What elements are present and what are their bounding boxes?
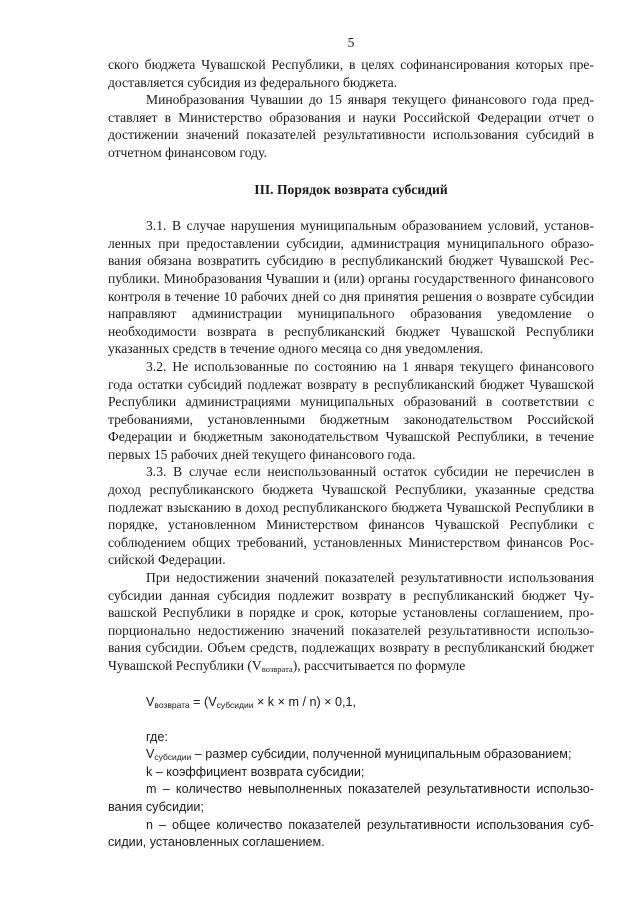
intro-paragraph: ского бюджета Чувашской Республики, в целях софинансирования которых предоставляется субсидия из федерального бюджета.: [108, 57, 594, 90]
paragraph-3-3: 3.3. В случае если неиспользованный остаток субсидии не перечислен в доход республиканского бюджета Чувашской Республики, указанные средства подлежат взысканию в доход республиканского бюджета Чувашской Республики в порядке, установленном Министерством финансов Чувашской Республики с соблюдением общих требований, установленных Министерством финансов Российской Федерации.: [108, 464, 594, 568]
paragraph-3-1: 3.1. В случае нарушения муниципальным образованием условий, установленных при предоставлении субсидии, администрация муниципального образования обязана возвратить субсидию в республиканский бюджет Чувашской Республики. Минобразования Чувашии и (или) органы государственного финансового контроля в течение 10 рабочих дней со дня принятия решения о возврате субсидии направляют администрации муниципального образования уведомление о необходимости возврата в республиканский бюджет Чувашской Республики указанных средств в течение одного месяца со дня уведомления.: [108, 218, 594, 357]
paragraph-3-2: 3.2. Не использованные по состоянию на 1 января текущего финансового года остатки субсидий подлежат возврату в республиканский бюджет Чувашской Республики администрациями муниципальных образований в соответствии с требованиями, установленными бюджетным законодательством Российской Федерации и бюджетным законодательством Чувашской Республики, в течение первых 15 рабочих дней текущего финансового года.: [108, 358, 594, 462]
page-number: 5: [347, 35, 355, 50]
where-label: где:: [146, 729, 168, 744]
section-title: III. Порядок возврата субсидий: [254, 181, 448, 197]
definition-item: $V_{субсидии}$ – размер субсидии, полученной муниципальным образованием;: [146, 747, 572, 763]
definition-item: k – коэффициент возврата субсидии;: [146, 764, 365, 779]
formula: $V_{возврата} = (V_{субсидии} \times k \times m / n) \times 0,1$,: [146, 694, 356, 710]
definition-item: n – общее количество показателей результативности использования субсидии, установленных соглашением.: [108, 817, 594, 850]
definition-item: m – количество невыполненных показателей результативности использования субсидии;: [108, 782, 594, 814]
intro-paragraph: Минобразования Чувашии до 15 января текущего финансового года представляет в Министерство образования и науки Российской Федерации отчет о достижении значений показателей результативности использования субсидий в отчетном финансовом году.: [108, 92, 594, 160]
paragraph-return-rules: При недостижении значений показателей результативности использования субсидии данная субсидия подлежит возврату в республиканский бюджет Чувашской Республики в порядке и срок, которые установлены соглашением, пропорционально недостижению значений показателей результативности использования субсидии. Объем средств, подлежащих возврату в республиканский бюджет Чувашской Республики $(V_{возврата})$, рассчитывается по формуле: [108, 570, 594, 674]
